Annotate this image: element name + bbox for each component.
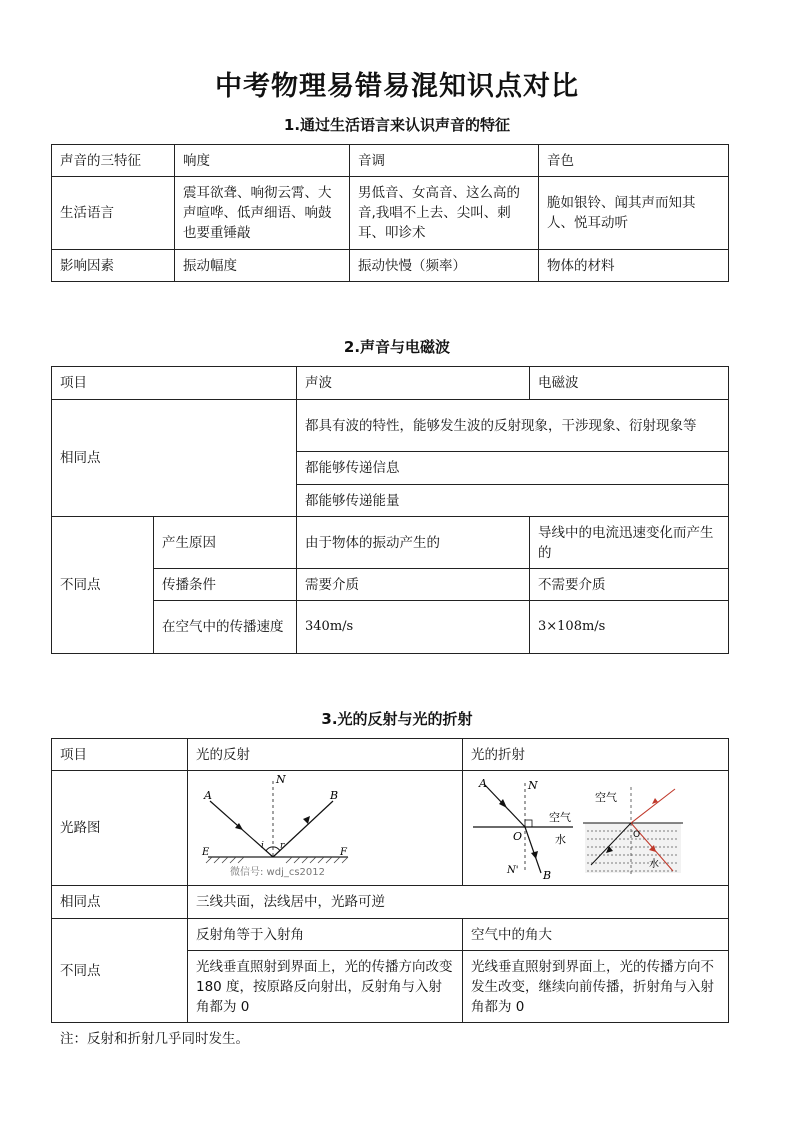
label-water: 水 — [555, 833, 566, 846]
table-row — [52, 177, 729, 250]
footnote: 注：反射和折射几乎同时发生。 — [60, 1031, 249, 1047]
table-cell: 脆如银铃、闻其声而知其人、悦耳动听 — [539, 177, 729, 250]
diagram-point: O — [633, 830, 641, 840]
row-label: 相同点 — [52, 400, 297, 517]
table-cell: 物体的材料 — [539, 250, 729, 282]
table-cell: 传播条件 — [154, 569, 297, 601]
table-cell: 震耳欲聋、响彻云霄、大声喧哗、低声细语、响鼓也要重锤敲 — [175, 177, 350, 250]
table-cell: 不需要介质 — [530, 569, 729, 601]
header-cell: 音调 — [350, 145, 539, 177]
header-cell: 光的反射 — [188, 739, 463, 771]
label-b: B — [330, 789, 339, 802]
reflection-diagram-cell — [188, 771, 463, 886]
table-cell: 导线中的电流迅速变化而产生的 — [530, 517, 729, 569]
table-row — [52, 601, 729, 654]
label-o: O — [513, 830, 523, 843]
table-cell: 空气中的角大 — [463, 919, 729, 951]
table-cell: 都能够传递能量 — [297, 485, 729, 517]
table-cell: 男低音、女高音、这么高的音,我唱不上去、尖叫、刺耳、叩诊术 — [350, 177, 539, 250]
table-cell: 振动幅度 — [175, 250, 350, 282]
table-row — [52, 919, 729, 951]
header-cell: 声波 — [297, 367, 530, 400]
header-cell: 响度 — [175, 145, 350, 177]
label-r: r — [280, 841, 285, 851]
label-air2: 空气 — [595, 791, 617, 804]
label-n-prime: N' — [507, 865, 519, 876]
label-n: N — [276, 773, 286, 786]
section3-heading: 3.光的反射与光的折射 — [321, 710, 473, 728]
label-e: E — [202, 847, 210, 858]
row-label: 光路图 — [52, 771, 188, 886]
header-cell: 电磁波 — [530, 367, 729, 400]
section2-heading: 2.声音与电磁波 — [343, 338, 451, 356]
label-a: A — [204, 789, 212, 802]
table-cell: 光线垂直照射到界面上，光的传播方向不发生改变，继续向前传播，折射角与入射角都为 0 — [463, 951, 729, 1023]
table-row — [52, 771, 729, 886]
header-cell: 音色 — [539, 145, 729, 177]
label-a: A — [479, 777, 487, 790]
table-row — [52, 517, 729, 569]
table-cell: 反射角等于入射角 — [188, 919, 463, 951]
table-row — [52, 400, 729, 452]
table-cell: 光线垂直照射到界面上，光的传播方向改变 180 度，按原路反向射出，反射角与入射角都为 0 — [188, 951, 463, 1023]
table-row — [52, 250, 729, 282]
label-air: 空气 — [549, 811, 571, 824]
row-label: 生活语言 — [52, 177, 175, 250]
header-cell: 声音的三特征 — [52, 145, 175, 177]
row-label: 影响因素 — [52, 250, 175, 282]
table-cell: 都能够传递信息 — [297, 452, 729, 485]
table-cell: 由于物体的振动产生的 — [297, 517, 530, 569]
table-cell: 振动快慢（频率） — [350, 250, 539, 282]
label-b: B — [543, 869, 552, 882]
table-row — [52, 367, 729, 400]
header-cell: 项目 — [52, 367, 297, 400]
reflection-refraction-table — [51, 738, 729, 1023]
table-row — [52, 145, 729, 177]
watermark: 微信号: wdj_cs2012 — [230, 867, 326, 878]
sound-features-table — [51, 144, 729, 282]
sound-vs-em-table — [51, 366, 729, 654]
row-label: 不同点 — [52, 919, 188, 1023]
label-i: i — [261, 841, 264, 851]
refraction-diagram — [463, 771, 728, 885]
reflection-diagram — [188, 771, 462, 885]
section1-heading: 1.通过生活语言来认识声音的特征 — [283, 116, 511, 134]
label-water2: 水 — [649, 859, 659, 870]
row-label: 不同点 — [52, 517, 154, 654]
label-n: N — [528, 779, 538, 792]
page-title: 中考物理易错易混知识点对比 — [215, 71, 579, 102]
table-cell: 需要介质 — [297, 569, 530, 601]
header-cell: 光的折射 — [463, 739, 729, 771]
table-cell: 在空气中的传播速度 — [154, 601, 297, 654]
table-row — [52, 886, 729, 919]
table-cell: 3×108m/s — [530, 601, 729, 654]
label-f: F — [340, 847, 347, 858]
table-cell: 都具有波的特性，能够发生波的反射现象，干涉现象、衍射现象等 — [297, 400, 729, 452]
table-row — [52, 569, 729, 601]
row-label: 相同点 — [52, 886, 188, 919]
table-cell: 产生原因 — [154, 517, 297, 569]
header-cell: 项目 — [52, 739, 188, 771]
table-row — [52, 739, 729, 771]
refraction-diagram-cell — [463, 771, 729, 886]
table-cell: 340m/s — [297, 601, 530, 654]
table-cell: 三线共面，法线居中，光路可逆 — [188, 886, 729, 919]
